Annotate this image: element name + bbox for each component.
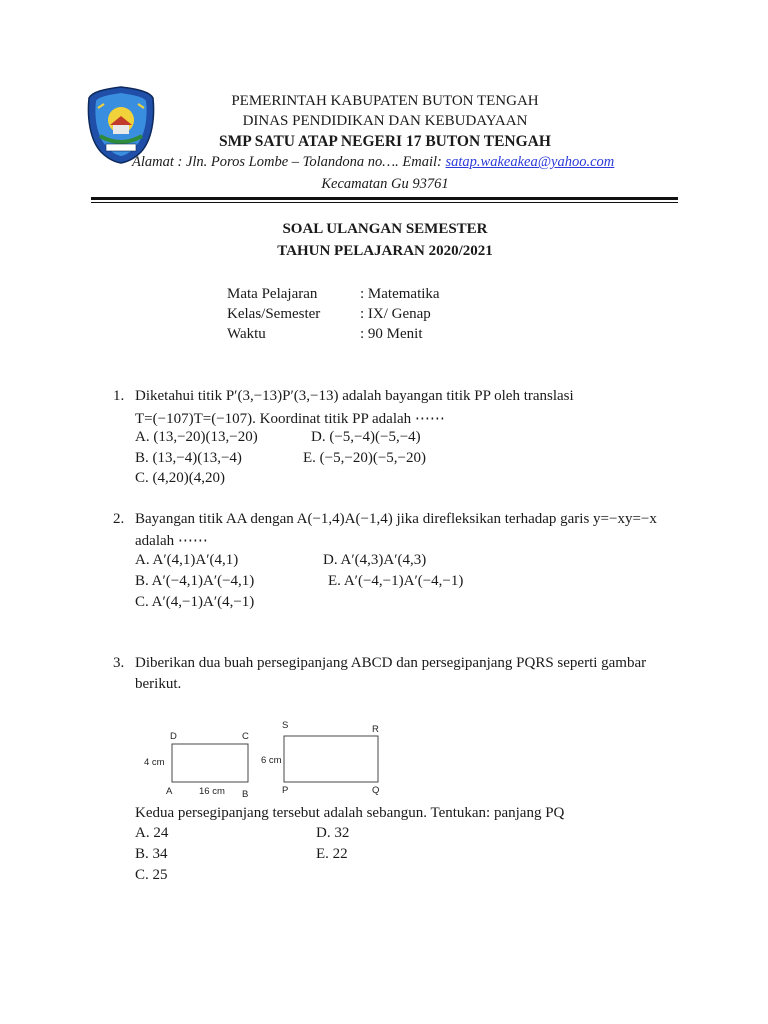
header-divider-thick (91, 197, 678, 200)
label-d: D (170, 731, 177, 742)
label-s: S (282, 720, 289, 731)
label-p: P (282, 785, 289, 796)
q3-option-d[interactable]: D. 32 (316, 825, 350, 841)
q1-option-a[interactable]: A. (13,−20)(13,−20) (135, 429, 258, 445)
q3-option-c[interactable]: C. 25 (135, 867, 168, 883)
exam-title: SOAL ULANGAN SEMESTER (282, 221, 488, 237)
rectangle-abcd (172, 744, 248, 782)
q1-option-b[interactable]: B. (13,−4)(13,−4) (135, 450, 242, 466)
label-a: A (166, 786, 173, 797)
header-government: PEMERINTAH KABUPATEN BUTON TENGAH (231, 93, 539, 109)
q2-option-c[interactable]: C. A′(4,−1)A′(4,−1) (135, 594, 255, 610)
q2-option-a[interactable]: A. A′(4,1)A′(4,1) (135, 552, 239, 568)
label-r: R (372, 724, 379, 735)
question-1-text-cont: T=(−107)T=(−107). Koordinat titik PP adalah ⋯⋯ (135, 411, 445, 427)
header-address (132, 154, 614, 171)
question-3-number: 3. (113, 655, 125, 671)
exam-year: TAHUN PELAJARAN 2020/2021 (277, 243, 493, 259)
label-q: Q (372, 785, 380, 796)
info-value: : 90 Menit (360, 326, 423, 342)
label-pqrs-height: 6 cm (261, 755, 282, 766)
label-abcd-width: 16 cm (199, 786, 225, 797)
question-1-text: Diketahui titik P′(3,−13)P′(3,−13) adalah bayangan titik PP oleh translasi (135, 388, 574, 404)
q3-option-b[interactable]: B. 34 (135, 846, 168, 862)
question-1-number: 1. (113, 388, 125, 404)
q3-option-e[interactable]: E. 22 (316, 846, 348, 862)
question-3-text-cont: berikut. (135, 676, 182, 692)
q1-option-d[interactable]: D. (−5,−4)(−5,−4) (311, 429, 421, 445)
q1-option-c[interactable]: C. (4,20)(4,20) (135, 470, 225, 486)
question-2-number: 2. (113, 511, 125, 527)
question-2-text: Bayangan titik AA dengan A(−1,4)A(−1,4) jika direfleksikan terhadap garis y=−xy=−x (135, 511, 657, 527)
label-b: B (242, 789, 249, 800)
question-3-statement: Kedua persegipanjang tersebut adalah sebangun. Tentukan: panjang PQ (135, 805, 565, 821)
q2-option-b[interactable]: B. A′(−4,1)A′(−4,1) (135, 573, 255, 589)
header-department: DINAS PENDIDIKAN DAN KEBUDAYAAN (242, 113, 528, 129)
q2-option-d[interactable]: D. A′(4,3)A′(4,3) (323, 552, 427, 568)
rectangle-pqrs (284, 736, 378, 782)
header-district: Kecamatan Gu 93761 (321, 176, 449, 192)
q2-option-e[interactable]: E. A′(−4,−1)A′(−4,−1) (328, 573, 464, 589)
address-text: Alamat : Jln. Poros Lombe – Tolandona no…. Email: (132, 154, 446, 170)
label-abcd-height: 4 cm (144, 757, 165, 768)
info-value: : Matematika (360, 286, 440, 302)
question-3-text: Diberikan dua buah persegipanjang ABCD dan persegipanjang PQRS seperti gambar (135, 655, 647, 671)
email-link[interactable]: satap.wakeakea@yahoo.com (445, 154, 615, 170)
question-2-text-cont: adalah ⋯⋯ (135, 533, 208, 549)
info-value: : IX/ Genap (360, 306, 431, 322)
rectangles-figure (138, 716, 398, 802)
q3-option-a[interactable]: A. 24 (135, 825, 169, 841)
header-divider-thin (91, 202, 678, 203)
info-label: Mata Pelajaran (227, 286, 318, 302)
info-label: Kelas/Semester (227, 306, 321, 322)
info-label: Waktu (227, 326, 266, 342)
label-c: C (242, 731, 249, 742)
q1-option-e[interactable]: E. (−5,−20)(−5,−20) (303, 450, 426, 466)
header-school-name: SMP SATU ATAP NEGERI 17 BUTON TENGAH (219, 133, 551, 150)
